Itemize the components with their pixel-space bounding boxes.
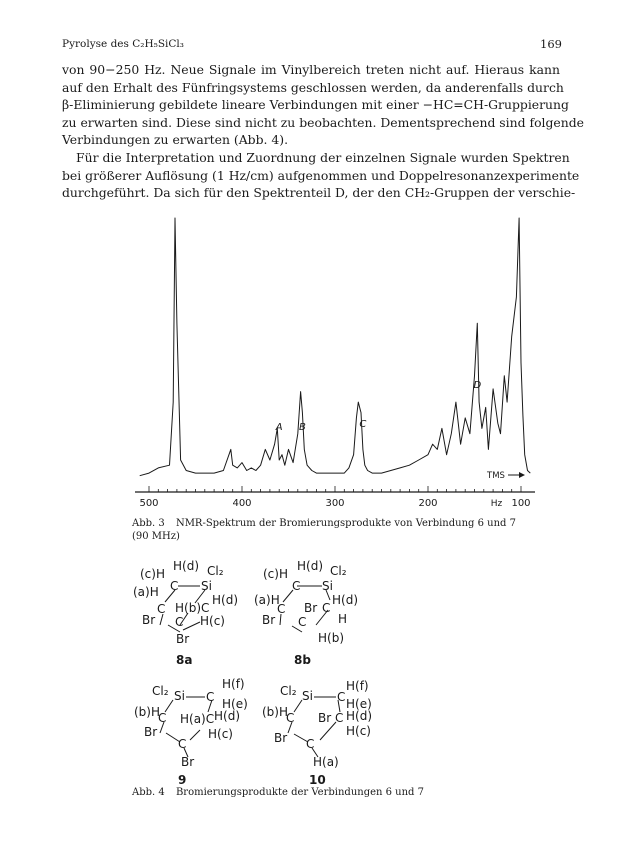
atom-label: Br [142,613,156,627]
caption-text-line-2: (90 MHz) [132,531,180,542]
atom-label: H(a)C [180,712,215,726]
caption-text: NMR-Spektrum der Bromierungsprodukte von Verbindung 6 und 7 [175,518,516,529]
atom-label: C [170,579,179,593]
atom-label: (a)H [254,593,280,607]
atom-label: H(d) [332,593,359,607]
atom-label: Cl₂ [207,564,224,578]
atom-label: H(f) [346,679,369,693]
atom-label: H(d) [346,709,373,723]
atom-label: C [335,711,344,725]
atom-label: H(d) [297,559,324,573]
atom-label: H(d) [212,593,239,607]
atom-label: Br [304,601,318,615]
atom-label: (c)H [140,567,165,581]
peak-label-A: A [275,422,283,433]
text-line: β-Eliminierung gebildete lineare Verbindungen mit einer −HC=CH-Gruppierung [62,97,569,113]
atom-label: Si [201,579,212,593]
atom-label: Br [181,755,195,769]
atom-label: C [277,602,286,616]
caption-label: Abb. 3 [132,518,165,529]
atom-label: Br [274,731,288,745]
atom-label: H(d) [173,559,200,573]
atom-label: C [298,615,307,629]
text-line: von 90−250 Hz. Neue Signale im Vinylbereich treten nicht auf. Hieraus kann [62,62,560,77]
atom-label: C [206,690,215,704]
text-line: durchgeführt. Da sich für den Spektrenteil D, der den CH₂-Gruppen der verschie- [62,185,576,201]
x-tick-label: 500 [139,498,159,509]
compound-label-10: 10 [309,773,326,787]
atom-label: (b)H [134,705,161,719]
atom-label: Br [144,725,158,739]
atom-label: Br [176,632,190,646]
x-tick-label: 100 [511,498,531,509]
peak-label-C: C [359,419,367,430]
compound-label-9: 9 [178,773,187,787]
atom-label: C [286,711,295,725]
atom-label: C [292,579,301,593]
x-unit-label: Hz [490,499,503,509]
peak-label-B: B [299,422,306,433]
atom-label: C [178,737,187,751]
atom-label: H(c) [200,614,225,628]
atom-label: (a)H [133,585,159,599]
text-line: Für die Interpretation und Zuordnung der einzelnen Signale wurden Spektren [76,150,570,165]
atom-label: H(e) [222,697,248,711]
tms-reference-label: TMS [487,471,505,481]
atom-label: C [306,737,315,751]
atom-label: H(d) [214,709,241,723]
atom-label: C [157,602,166,616]
peak-label-D: D [473,380,482,391]
running-title: Pyrolyse des C₂H₅SiCl₃ [62,38,184,50]
atom-label: (c)H [263,567,288,581]
atom-label: Cl₂ [280,684,297,698]
caption-label: Abb. 4 [132,787,165,798]
compound-label-8a: 8a [176,653,193,667]
page-number: 169 [540,37,562,51]
atom-label: Si [174,689,185,703]
atom-label: (b)H [262,705,289,719]
text-line: Verbindungen zu erwarten (Abb. 4). [62,132,289,148]
x-tick-label: 400 [232,498,252,509]
text-line: auf den Erhalt des Fünfringsystems geschlossen werden, da anderenfalls durch [62,79,564,95]
atom-label: H(f) [222,677,245,691]
atom-label: Br [262,613,276,627]
atom-label: C [158,711,167,725]
atom-label: Si [322,579,333,593]
atom-label: H [338,612,348,626]
figure-caption-abb-4 [132,786,562,799]
atom-label: H(b)C [175,601,210,615]
atom-label: H(b) [318,631,345,645]
atom-label: Si [302,689,313,703]
atom-label: C [322,601,331,615]
atom-label: H(e) [346,697,372,711]
x-tick-label: 200 [418,498,438,509]
atom-label: C [337,690,346,704]
atom-label: H(a) [313,755,339,769]
atom-label: Cl₂ [152,684,169,698]
atom-label: C [175,615,184,629]
text-line: bei größerer Auflösung (1 Hz/cm) aufgenommen und Doppelresonanzexperimente [62,167,580,183]
atom-label: H(c) [346,724,371,738]
compound-label-8b: 8b [294,653,311,667]
x-tick-label: 300 [325,498,345,509]
atom-label: H(c) [208,727,233,741]
atom-label: Br [318,711,332,725]
text-line: zu erwarten sind. Diese sind nicht zu beobachten. Dementsprechend sind folgende [62,114,584,130]
atom-label: Cl₂ [330,564,347,578]
caption-text: Bromierungsprodukte der Verbindungen 6 und 7 [175,787,425,798]
